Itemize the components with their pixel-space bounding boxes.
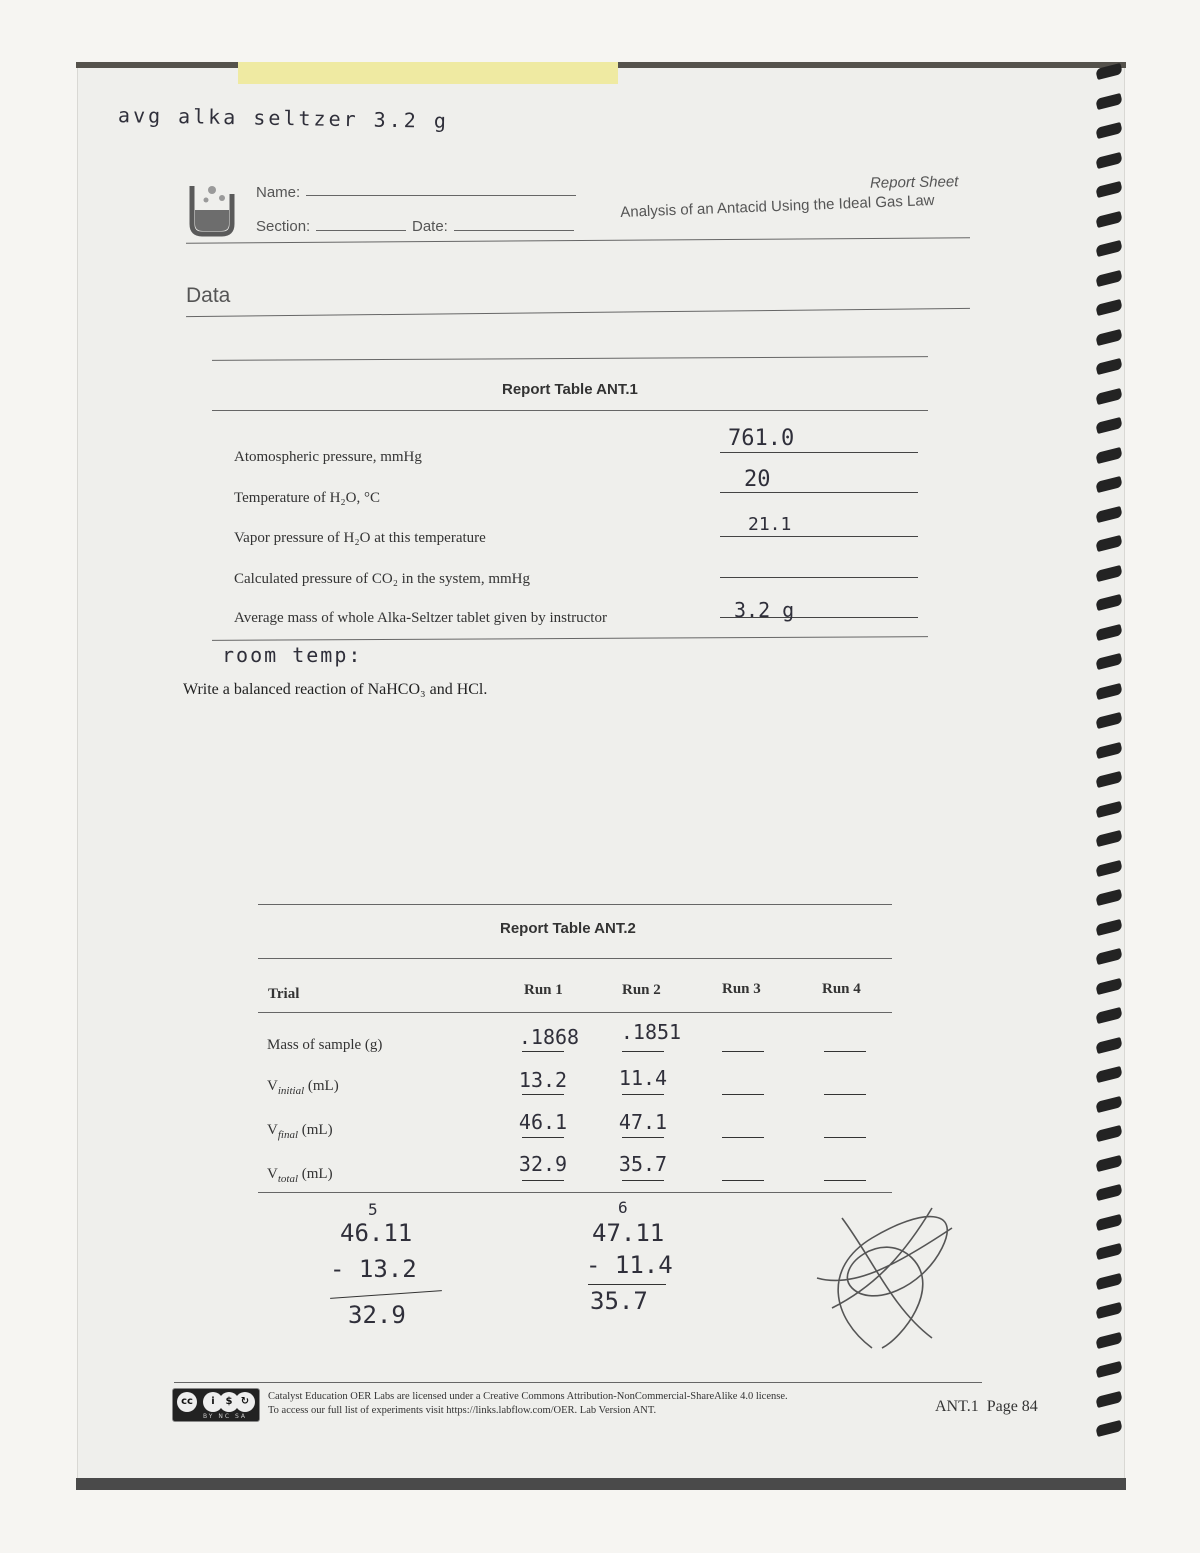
spiral-loop <box>1095 93 1123 110</box>
table2-header-run: Run 4 <box>822 981 861 997</box>
spiral-loop <box>1095 801 1123 818</box>
calc-top: 46.11 <box>340 1219 413 1247</box>
spiral-loop <box>1095 181 1123 198</box>
label-subscript: final <box>277 1129 299 1141</box>
spiral-loop <box>1095 948 1123 965</box>
table2-row-label: Mass of sample (g) <box>267 1037 383 1053</box>
spiral-loop <box>1095 506 1123 523</box>
table2-cell-line[interactable] <box>622 1137 664 1138</box>
table2-header-trial: Trial <box>268 986 300 1002</box>
label-unit: (mL) <box>298 1122 333 1138</box>
spiral-loop <box>1095 1096 1123 1113</box>
table2-cell-line[interactable] <box>522 1094 564 1095</box>
table1-row-label: Vapor pressure of H₂O at this temperature <box>234 530 486 546</box>
spiral-loop <box>1095 1066 1123 1083</box>
spiral-loop <box>1095 447 1123 464</box>
label-main: V <box>267 1122 278 1138</box>
spiral-loop <box>1095 329 1123 346</box>
spiral-loop <box>1095 122 1123 139</box>
spiral-loop <box>1095 565 1123 582</box>
table1-row-field[interactable] <box>720 577 918 578</box>
section-field[interactable] <box>316 230 406 231</box>
table2-column-rule <box>258 1012 892 1013</box>
spiral-loop <box>1095 152 1123 169</box>
spiral-loop <box>1095 978 1123 995</box>
table2-title: Report Table ANT.2 <box>500 920 636 937</box>
spiral-binding <box>1096 66 1126 1466</box>
table1-row-value: 3.2 g <box>734 598 795 622</box>
table2-header-run: Run 3 <box>722 981 761 997</box>
table2-cell: 47.1 <box>618 1110 668 1134</box>
spiral-loop <box>1095 388 1123 405</box>
calc-subtract: - 13.2 <box>330 1255 417 1283</box>
yellow-tab <box>238 62 618 84</box>
table2-cell: 35.7 <box>618 1152 668 1176</box>
label-main: V <box>267 1078 278 1094</box>
spiral-loop <box>1095 1420 1123 1437</box>
table2-cell-line[interactable] <box>824 1094 866 1095</box>
spiral-loop <box>1095 417 1123 434</box>
spiral-loop <box>1095 1037 1123 1054</box>
lab-logo-icon <box>186 180 236 238</box>
calc-carry: 5 <box>368 1200 378 1219</box>
name-field[interactable] <box>306 195 576 196</box>
spiral-loop <box>1095 830 1123 847</box>
table2-cell: 46.1 <box>518 1110 568 1134</box>
spiral-loop <box>1095 1214 1123 1231</box>
top-handwritten-note: avg alka seltzer 3.2 g <box>117 103 450 133</box>
spiral-loop <box>1095 1243 1123 1260</box>
spiral-loop <box>1095 1007 1123 1024</box>
table2-row-label <box>267 1078 339 1097</box>
spiral-loop <box>1095 1361 1123 1378</box>
label-unit: (mL) <box>304 1078 339 1094</box>
table2-row-label <box>267 1122 333 1141</box>
spiral-loop <box>1095 240 1123 257</box>
spiral-loop <box>1095 63 1123 80</box>
table2-cell-line[interactable] <box>824 1137 866 1138</box>
table1-header-rule <box>212 410 928 411</box>
date-field[interactable] <box>454 230 574 231</box>
table1-title: Report Table ANT.1 <box>502 381 638 398</box>
spiral-loop <box>1095 1184 1123 1201</box>
section-label: Section: <box>256 218 311 235</box>
spiral-loop <box>1095 358 1123 375</box>
calc-subtract: - 11.4 <box>586 1251 673 1279</box>
table2-cell-line[interactable] <box>722 1180 764 1181</box>
table1-row-label: Temperature of H₂O, °C <box>234 490 380 506</box>
spiral-loop <box>1095 742 1123 759</box>
table2-cell: .1868 <box>518 1025 580 1049</box>
table2-cell-line[interactable] <box>824 1180 866 1181</box>
table1-row-value: 761.0 <box>728 426 795 451</box>
name-label: Name: <box>256 184 301 201</box>
table2-bottom-rule <box>258 1192 892 1193</box>
table2-cell: 11.4 <box>618 1066 668 1090</box>
table2-cell-line[interactable] <box>722 1137 764 1138</box>
spiral-loop <box>1095 1391 1123 1408</box>
footer-rule <box>174 1382 982 1383</box>
table1-row-label: Average mass of whole Alka-Seltzer tablet given by instructor <box>234 610 607 626</box>
table2-cell-line[interactable] <box>824 1051 866 1052</box>
spiral-loop <box>1095 889 1123 906</box>
spiral-loop <box>1095 299 1123 316</box>
calc-bar <box>588 1284 666 1285</box>
calc-result: 35.7 <box>590 1287 648 1315</box>
table1-row-label: Calculated pressure of CO₂ in the system, mmHg <box>234 571 531 587</box>
spiral-loop <box>1095 1332 1123 1349</box>
spiral-loop <box>1095 919 1123 936</box>
table2-cell-line[interactable] <box>522 1137 564 1138</box>
table2-cell-line[interactable] <box>722 1051 764 1052</box>
spiral-loop <box>1095 1302 1123 1319</box>
table2-cell: 32.9 <box>518 1152 568 1176</box>
spiral-loop <box>1095 1125 1123 1142</box>
cc-license-icon: cc i $ ↻ BY NC SA <box>172 1388 260 1422</box>
reaction-prompt <box>183 681 487 699</box>
footer-line-2: To access our full list of experiments visit https://links.labflow.com/OER. Lab Version ANT. <box>268 1405 657 1416</box>
scribble-mark <box>812 1198 962 1360</box>
table1-row-field[interactable] <box>720 536 918 537</box>
footer-license <box>268 1390 788 1418</box>
spiral-loop <box>1095 683 1123 700</box>
spiral-loop <box>1095 860 1123 877</box>
spiral-loop <box>1095 476 1123 493</box>
section-title: Data <box>186 284 231 307</box>
table2-cell: .1851 <box>620 1020 682 1044</box>
label-subscript: initial <box>277 1085 305 1097</box>
table2-header-run: Run 1 <box>524 982 563 998</box>
date-label: Date: <box>412 218 448 235</box>
room-temp-note: room temp: <box>222 643 363 667</box>
label-unit: (mL) <box>298 1166 333 1182</box>
table2-header-run: Run 2 <box>622 982 661 998</box>
table1-row-field[interactable] <box>720 492 918 493</box>
table2-cell-line[interactable] <box>622 1051 664 1052</box>
calc-result: 32.9 <box>348 1301 406 1329</box>
spiral-loop <box>1095 211 1123 228</box>
page-bottom-edge <box>76 1478 1126 1490</box>
spiral-loop <box>1095 1155 1123 1172</box>
table2-top-rule <box>258 904 892 905</box>
table1-row-value: 20 <box>744 467 771 492</box>
page-number: ANT.1 Page 84 <box>935 1398 1038 1415</box>
table2-cell-line[interactable] <box>722 1094 764 1095</box>
table1-row-label: Atomospheric pressure, mmHg <box>234 449 422 465</box>
spiral-loop <box>1095 1273 1123 1290</box>
spiral-loop <box>1095 712 1123 729</box>
calc-carry: 6 <box>618 1198 628 1217</box>
spiral-loop <box>1095 624 1123 641</box>
spiral-loop <box>1095 535 1123 552</box>
spiral-loop <box>1095 594 1123 611</box>
label-main: V <box>267 1166 278 1182</box>
spiral-loop <box>1095 270 1123 287</box>
table2-cell-line[interactable] <box>522 1051 564 1052</box>
spiral-loop <box>1095 771 1123 788</box>
sheet-title: Analysis of an Antacid Using the Ideal Gas Law <box>620 191 935 221</box>
table2-cell-line[interactable] <box>622 1094 664 1095</box>
table1-row-value: 21.1 <box>748 514 792 535</box>
footer-line-1: Catalyst Education OER Labs are licensed under a Creative Commons Attribution-NonCommercial-ShareAlike 4.0 license. <box>268 1391 788 1402</box>
table2-row-label <box>267 1166 333 1185</box>
table1-row-field[interactable] <box>720 452 918 453</box>
table2-cell-line[interactable] <box>522 1180 564 1181</box>
spiral-loop <box>1095 653 1123 670</box>
table2-header-rule <box>258 958 892 959</box>
reaction-prompt-text: Write a balanced reaction of NaHCO₃ and HCl. <box>183 681 488 698</box>
table2-cell: 13.2 <box>518 1068 568 1092</box>
label-subscript: total <box>277 1173 299 1185</box>
sheet-type: Report Sheet <box>869 173 959 192</box>
table2-cell-line[interactable] <box>622 1180 664 1181</box>
calc-top: 47.11 <box>592 1219 665 1247</box>
